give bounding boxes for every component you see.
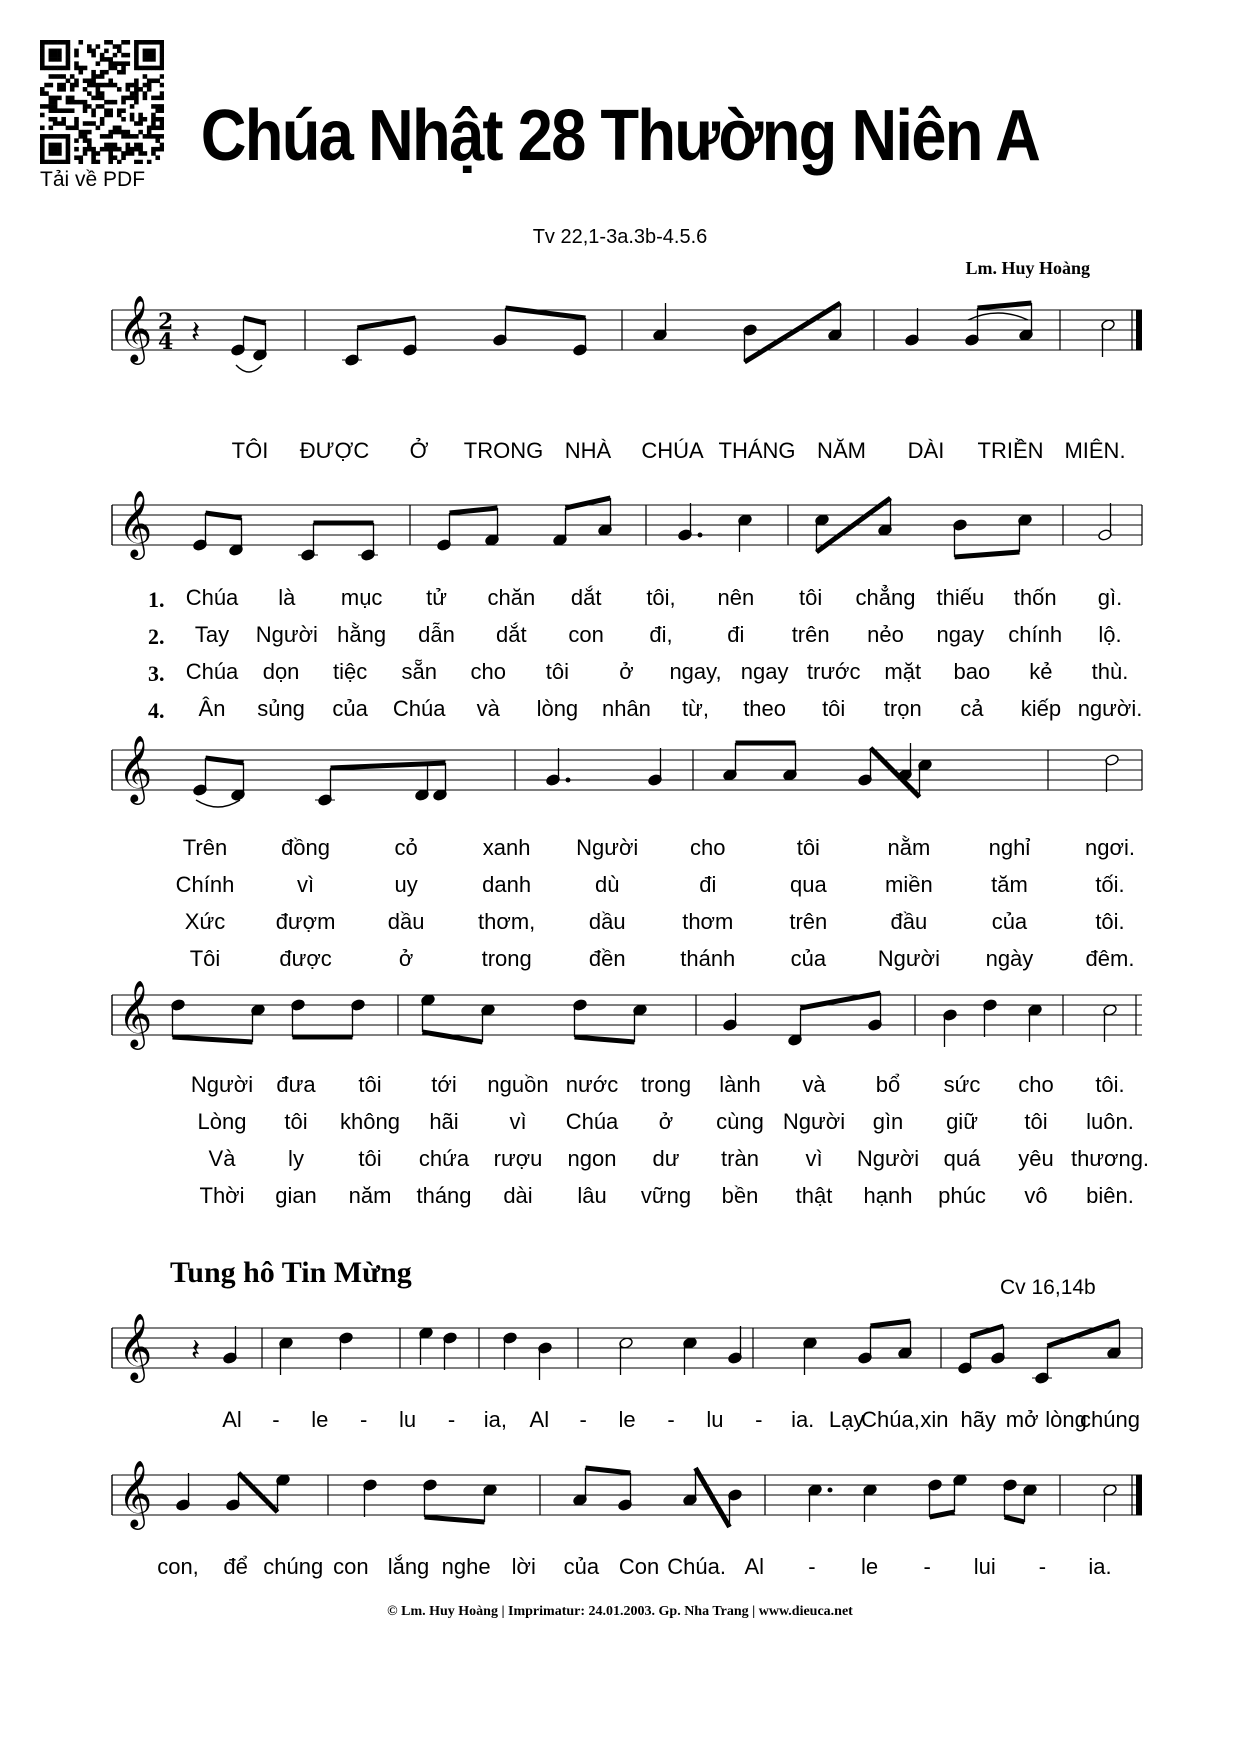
verse-lyric: Và: [208, 1146, 236, 1171]
verse-lyric: chứa: [418, 1146, 470, 1171]
verse-lyric: Người: [576, 835, 639, 860]
acclamation-lyric: Con: [618, 1554, 660, 1579]
verse-lyric: rượu: [493, 1146, 543, 1171]
acclamation-lyric: -: [360, 1407, 368, 1432]
verse-lyric: dù: [594, 872, 620, 897]
verse-lyric: Chúa: [185, 659, 239, 684]
verse-lyric: đầu: [890, 909, 928, 934]
verse-lyric: ngay: [936, 622, 985, 647]
verse-lyric: và: [476, 696, 500, 721]
verse-lyric: ngon: [567, 1146, 617, 1171]
beam: [425, 1517, 485, 1522]
verse-lyric: chẳng: [855, 585, 916, 610]
verse-lyric: sức: [943, 1072, 981, 1097]
verse-lyric: trên: [789, 909, 828, 934]
verse-lyric: cho: [1018, 1072, 1054, 1097]
beam: [930, 1512, 955, 1517]
verse-lyric: tôi: [1024, 1109, 1048, 1134]
verse-lyric: Chúa: [565, 1109, 619, 1134]
acclamation-lyric: con,: [157, 1554, 199, 1579]
acclamation-lyric: lời: [511, 1554, 536, 1579]
verse-lyric: ở: [619, 659, 634, 684]
verse-lyric: Người: [190, 1072, 254, 1097]
verse-lyric: nhân: [601, 696, 651, 721]
verse-lyric: vô: [1024, 1183, 1048, 1208]
acclamation-lyric: Al: [222, 1407, 242, 1432]
verse-lyric: thiếu: [936, 585, 985, 610]
beam: [586, 1468, 631, 1473]
beam: [331, 763, 446, 768]
verse-lyric: vì: [296, 872, 315, 897]
verse-lyric: gìn: [872, 1109, 904, 1134]
verse-lyric: trước: [806, 659, 861, 684]
refrain-lyric: NĂM: [817, 438, 866, 463]
verse-lyric: Thời: [199, 1183, 245, 1208]
verse-lyric: Tôi: [189, 946, 221, 971]
verse-lyric: Người: [877, 946, 940, 971]
verse-lyric: tháng: [416, 1183, 472, 1208]
verse-lyric: giữ: [946, 1109, 978, 1134]
acclamation-lyric: -: [755, 1407, 763, 1432]
verse-lyric: ngày: [985, 946, 1034, 971]
verse-lyric: tiệc: [333, 659, 368, 684]
verse-lyric: tôi: [822, 696, 846, 721]
composer: Lm. Huy Hoàng: [965, 258, 1090, 278]
refrain-lyric: CHÚA: [641, 438, 704, 463]
final-barline-thick: [1136, 1475, 1142, 1515]
psalm-reference: Tv 22,1-3a.3b-4.5.6: [532, 226, 708, 248]
acclamation-lyric: của: [563, 1554, 600, 1579]
verse-lyric: yêu: [1018, 1146, 1054, 1171]
verse-lyric: tràn: [721, 1146, 759, 1171]
acclamation-lyric: chúng: [263, 1554, 324, 1579]
verse-lyric: hằng: [337, 622, 387, 647]
beam: [1048, 1321, 1120, 1346]
acclamation-lyric: Chúa,: [861, 1407, 920, 1432]
dot: [566, 778, 571, 783]
verse-lyric: đi: [727, 622, 745, 647]
verse-lyric: thật: [795, 1183, 833, 1208]
verse-lyric: đi,: [649, 622, 673, 647]
acclamation-lyric: -: [579, 1407, 587, 1432]
acclamation-lyric: hãy: [960, 1407, 997, 1432]
acclamation-lyric: lu: [399, 1407, 417, 1432]
verse-lyric: Tay: [194, 622, 230, 647]
verse-lyric: vững: [640, 1183, 692, 1208]
treble-clef: 𝄞: [118, 1312, 153, 1380]
verse-lyric: bổ: [875, 1072, 901, 1097]
verse-lyric: gì.: [1097, 585, 1123, 610]
verse-lyric: Người: [856, 1146, 920, 1171]
verse-lyric: vì: [509, 1109, 527, 1134]
treble-clef: 𝄞: [118, 1459, 153, 1527]
verse-lyric: con: [568, 622, 604, 647]
verse-lyric: xanh: [482, 835, 531, 860]
verse-lyric: lành: [719, 1072, 761, 1097]
verse-lyric: Trên: [182, 835, 228, 860]
verse-lyric: tôi.: [1095, 909, 1125, 934]
copyright-footer: © Lm. Huy Hoàng | Imprimatur: 24.01.2003. Gp. Nha Trang | www.dieuca.net: [387, 1604, 853, 1619]
acclamation-lyric: le: [860, 1554, 879, 1579]
verse-lyric: từ,: [682, 696, 710, 721]
verse-lyric: trong: [640, 1072, 692, 1097]
refrain-lyric: TÔI: [231, 438, 269, 463]
treble-clef: 𝄞: [118, 979, 153, 1047]
verse-lyric: tôi: [358, 1146, 382, 1171]
time-signature-bottom: 4: [158, 329, 174, 355]
verse-lyric: đền: [588, 946, 626, 971]
verse-lyric: dài: [503, 1183, 533, 1208]
acclamation-lyric: Chúa.: [667, 1554, 726, 1579]
verse-lyric: qua: [789, 872, 827, 897]
verse-lyric: trọn: [883, 696, 922, 721]
verse-lyric: ngay: [740, 659, 789, 684]
verse-lyric: kiếp: [1020, 696, 1062, 721]
acclamation-lyric: Al: [529, 1407, 550, 1432]
refrain-lyric: TRONG: [463, 438, 544, 463]
beam: [206, 758, 244, 763]
acclamation-lyric: chúng: [1080, 1407, 1140, 1432]
verse-lyric: ngơi.: [1085, 835, 1135, 860]
page-title: Chúa Nhật 28 Thường Niên A: [200, 96, 1040, 176]
slur: [236, 365, 262, 372]
verse-lyric: thơm,: [478, 909, 536, 934]
acclamation-lyric: lòng: [1045, 1407, 1087, 1432]
verse-lyric: bao: [953, 659, 991, 684]
verse-lyric: nên: [717, 585, 755, 610]
acclamation-lyric: con: [333, 1554, 369, 1579]
acclamation-lyric: lắng: [387, 1554, 430, 1579]
verse-number: 1.: [148, 587, 165, 612]
verse-lyric: luôn.: [1086, 1109, 1134, 1134]
beam: [745, 303, 841, 362]
verse-lyric: tôi: [796, 835, 820, 860]
refrain-lyric: NHÀ: [564, 438, 612, 463]
beam: [575, 1037, 635, 1042]
acclamation-lyric: để: [223, 1554, 248, 1579]
verse-lyric: biên.: [1086, 1183, 1134, 1208]
verse-lyric: thốn: [1013, 585, 1057, 610]
acclamation-lyric: ia.: [1088, 1554, 1112, 1579]
verse-lyric: tôi.: [1095, 1072, 1125, 1097]
acclamation-lyric: le: [618, 1407, 636, 1432]
verse-lyric: thù.: [1091, 659, 1129, 684]
verse-lyric: ở: [658, 1109, 674, 1134]
verse-lyric: cả: [960, 696, 984, 721]
refrain-lyric: THÁNG: [718, 438, 796, 463]
verse-lyric: của: [790, 946, 827, 971]
verse-lyric: tôi: [284, 1109, 308, 1134]
verse-lyric: của: [991, 909, 1028, 934]
refrain-lyric: Ở: [409, 438, 429, 463]
refrain-lyric: MIÊN.: [1064, 438, 1126, 463]
beam: [450, 508, 498, 513]
verse-lyric: tôi,: [646, 585, 676, 610]
quarter-rest: 𝄽: [191, 315, 201, 350]
dot: [828, 1488, 833, 1493]
acclamation-lyric: -: [447, 1407, 456, 1432]
acclamation-lyric: -: [808, 1554, 816, 1579]
verse-lyric: mặt: [884, 659, 922, 684]
acclamation-lyric: lui: [973, 1554, 996, 1579]
verse-lyric: không: [340, 1109, 400, 1134]
verse-lyric: ngay,: [669, 659, 722, 684]
verse-lyric: gian: [275, 1183, 317, 1208]
time-signature-top: 2: [158, 309, 174, 335]
beam: [566, 498, 611, 508]
verse-lyric: thương.: [1070, 1146, 1150, 1171]
verse-lyric: nằm: [887, 835, 931, 860]
verse-number: 3.: [148, 661, 165, 686]
verse-lyric: tối.: [1095, 872, 1125, 897]
verse-lyric: đêm.: [1085, 946, 1135, 971]
verse-lyric: sẵn: [401, 659, 437, 684]
verse-lyric: dắt: [570, 585, 602, 610]
verse-lyric: Xức: [184, 909, 226, 934]
final-barline-thick: [1136, 310, 1142, 350]
verse-lyric: danh: [482, 872, 532, 897]
verse-lyric: ly: [288, 1146, 304, 1171]
acclamation-lyric: Al: [744, 1554, 765, 1579]
verse-lyric: đưa: [276, 1072, 316, 1097]
verse-lyric: Lòng: [197, 1109, 247, 1134]
verse-lyric: dư: [652, 1146, 680, 1171]
acclamation-lyric: nghe: [441, 1554, 491, 1579]
beam: [206, 513, 242, 518]
verse-lyric: dắt: [496, 622, 527, 647]
acclamation-lyric: ia,: [483, 1407, 508, 1432]
acclamation-lyric: xin: [920, 1407, 949, 1432]
verse-lyric: tới: [431, 1072, 457, 1097]
quarter-rest: 𝄽: [191, 1333, 201, 1368]
verse-lyric: tăm: [991, 872, 1028, 897]
beam: [239, 1473, 278, 1512]
acclamation-lyric: -: [1038, 1554, 1047, 1579]
verse-lyric: theo: [743, 696, 787, 721]
verse-lyric: người.: [1077, 696, 1143, 721]
verse-lyric: lộ.: [1098, 622, 1122, 647]
verse-lyric: cỏ: [394, 835, 418, 860]
beam: [244, 318, 266, 323]
download-pdf-link[interactable]: Tải về PDF: [40, 168, 146, 191]
verse-lyric: chính: [1008, 622, 1063, 647]
verse-lyric: lòng: [536, 696, 579, 721]
verse-lyric: miền: [885, 872, 933, 897]
verse-lyric: cho: [470, 659, 507, 684]
verse-lyric: Ân: [198, 696, 226, 721]
verse-lyric: lâu: [577, 1183, 607, 1208]
acclamation-lyric: -: [272, 1407, 280, 1432]
verse-lyric: bền: [721, 1183, 759, 1208]
verse-lyric: dầu: [588, 909, 626, 934]
verse-lyric: nguồn: [487, 1072, 549, 1097]
beam: [173, 1037, 253, 1042]
acclamation-lyric: Lạy: [828, 1407, 865, 1432]
verse-lyric: ở: [398, 946, 414, 971]
refrain-lyric: TRIỀN: [977, 438, 1044, 463]
verse-lyric: thánh: [680, 946, 736, 971]
acclamation-lyric: -: [667, 1407, 675, 1432]
verse-lyric: kẻ: [1029, 659, 1053, 684]
verse-lyric: nẻo: [867, 622, 904, 647]
treble-clef: 𝄞: [118, 734, 153, 802]
verse-lyric: đi: [699, 872, 717, 897]
acclamation-lyric: ia.: [791, 1407, 815, 1432]
verse-lyric: phúc: [938, 1183, 986, 1208]
verse-lyric: Chúa: [185, 585, 239, 610]
verse-lyric: tôi: [799, 585, 823, 610]
treble-clef: 𝄞: [118, 489, 153, 557]
beam: [1005, 1517, 1025, 1522]
beam: [955, 552, 1020, 557]
verse-lyric: hãi: [429, 1109, 459, 1134]
verse-number: 2.: [148, 624, 165, 649]
verse-lyric: trên: [791, 622, 830, 647]
refrain-lyric: ĐƯỢC: [299, 438, 370, 463]
verse-lyric: nước: [565, 1072, 619, 1097]
verse-lyric: trong: [481, 946, 532, 971]
verse-lyric: chăn: [487, 585, 536, 610]
verse-lyric: mục: [340, 585, 383, 610]
refrain-lyric: DÀI: [907, 438, 945, 463]
verse-lyric: và: [802, 1072, 826, 1097]
beam: [423, 1032, 483, 1042]
verse-lyric: hạnh: [863, 1183, 913, 1208]
acclamation-title: Tung hô Tin Mừng: [170, 1256, 412, 1289]
verse-lyric: năm: [348, 1183, 392, 1208]
verse-lyric: được: [279, 946, 332, 971]
verse-lyric: dẫn: [418, 622, 455, 647]
verse-lyric: thơm: [682, 909, 734, 934]
verse-lyric: cho: [690, 835, 726, 860]
verse-lyric: dầu: [387, 909, 425, 934]
verse-lyric: đồng: [281, 835, 331, 860]
verse-lyric: uy: [394, 872, 418, 897]
verse-lyric: cùng: [716, 1109, 764, 1134]
acclamation-lyric: le: [311, 1407, 329, 1432]
verse-lyric: đượm: [275, 909, 336, 934]
verse-number: 4.: [148, 698, 165, 723]
verse-lyric: tôi: [545, 659, 569, 684]
dot: [698, 533, 703, 538]
verse-lyric: quá: [943, 1146, 981, 1171]
acclamation-reference: Cv 16,14b: [1000, 1276, 1096, 1299]
verse-lyric: Người: [255, 622, 318, 647]
beam: [978, 303, 1032, 308]
verse-lyric: là: [278, 585, 296, 610]
verse-lyric: của: [332, 696, 368, 721]
verse-lyric: Chính: [175, 872, 235, 897]
verse-lyric: tôi: [358, 1072, 382, 1097]
acclamation-lyric: mở: [1005, 1407, 1039, 1432]
beam: [696, 1468, 730, 1527]
slur: [196, 800, 240, 807]
verse-lyric: vì: [805, 1146, 823, 1171]
verse-lyric: tử: [426, 585, 447, 610]
acclamation-lyric: -: [923, 1554, 931, 1579]
treble-clef: 𝄞: [118, 294, 153, 362]
verse-lyric: dọn: [262, 659, 300, 684]
verse-lyric: sủng: [257, 696, 305, 721]
beam: [871, 1321, 911, 1326]
verse-lyric: Chúa: [392, 696, 446, 721]
acclamation-lyric: lu: [706, 1407, 724, 1432]
verse-lyric: nghỉ: [988, 835, 1031, 860]
verse-lyric: Người: [782, 1109, 846, 1134]
